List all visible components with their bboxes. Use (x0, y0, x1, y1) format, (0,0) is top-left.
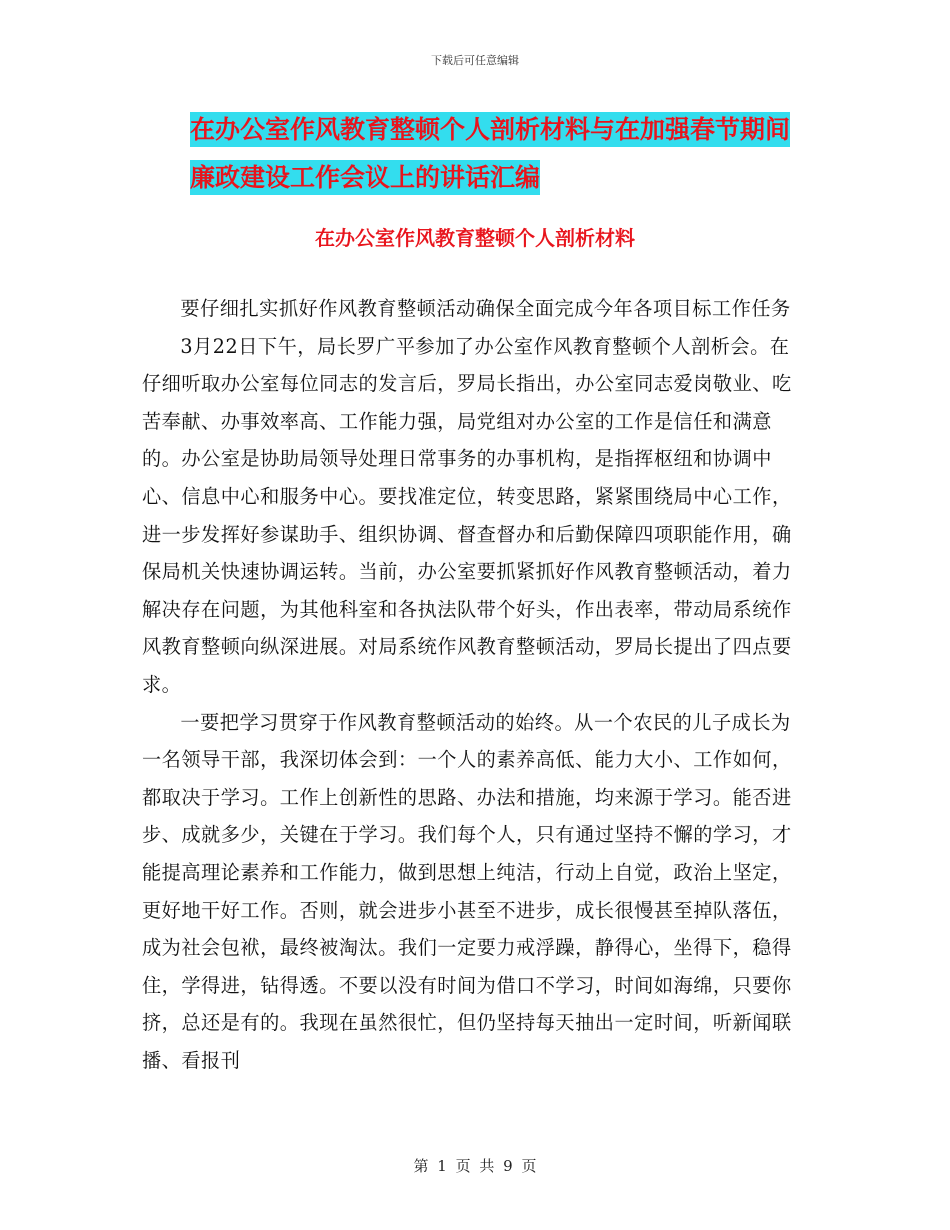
section-title: 在办公室作风教育整顿个人剖析材料 (315, 226, 635, 250)
paragraph: 3月22日下午，局长罗广平参加了办公室作风教育整顿个人剖析会。在仔细听取办公室每位同志的发言后，罗局长指出，办公室同志爱岗敬业、吃苦奉献、办事效率高、工作能力强，局党组对办公室的工作是信任和满意的。办公室是协助局领导处理日常事务的办事机构，是指挥枢纽和协调中心、信息中心和服务中心。要找准定位，转变思路，紧紧围绕局中心工作，进一步发挥好参谋助手、组织协调、督查督办和后勤保障四项职能作用，确保局机关快速协调运转。当前，办公室要抓紧抓好作风教育整顿活动，着力解决存在问题，为其他科室和各执法队带个好头，作出表率，带动局系统作风教育整顿向纵深进展。对局系统作风教育整顿活动，罗局长提出了四点要求。 (142, 334, 792, 696)
page-header: 下载后可任意编辑 (431, 54, 519, 67)
paragraph: 一要把学习贯穿于作风教育整顿活动的始终。从一个农民的儿子成长为一名领导干部，我深切体会到：一个人的素养高低、能力大小、工作如何，都取决于学习。工作上创新性的思路、办法和措施，均来源于学习。能否进步、成就多少，关键在于学习。我们每个人，只有通过坚持不懈的学习，才能提高理论素养和工作能力，做到思想上纯洁，行动上自觉，政治上坚定，更好地干好工作。否则，就会进步小甚至不进步，成长很慢甚至掉队落伍，成为社会包袱，最终被淘汰。我们一定要力戒浮躁，静得心，坐得下，稳得住，学得进，钻得透。不要以没有时间为借口不学习，时间如海绵，只要你挤，总还是有的。我现在虽然很忙，但仍坚持每天抽出一定时间，听新闻联播、看报刊 (142, 710, 792, 1072)
document-title (190, 106, 810, 202)
document-title-text: 在办公室作风教育整顿个人剖析材料与在加强春节期间廉政建设工作会议上的讲话汇编 (190, 112, 790, 195)
document-body (142, 290, 802, 1079)
paragraph-subtitle: 要仔细扎实抓好作风教育整顿活动确保全面完成今年各项目标工作任务 (180, 297, 791, 320)
page-number: 第 1 页 共 9 页 (413, 1157, 537, 1175)
